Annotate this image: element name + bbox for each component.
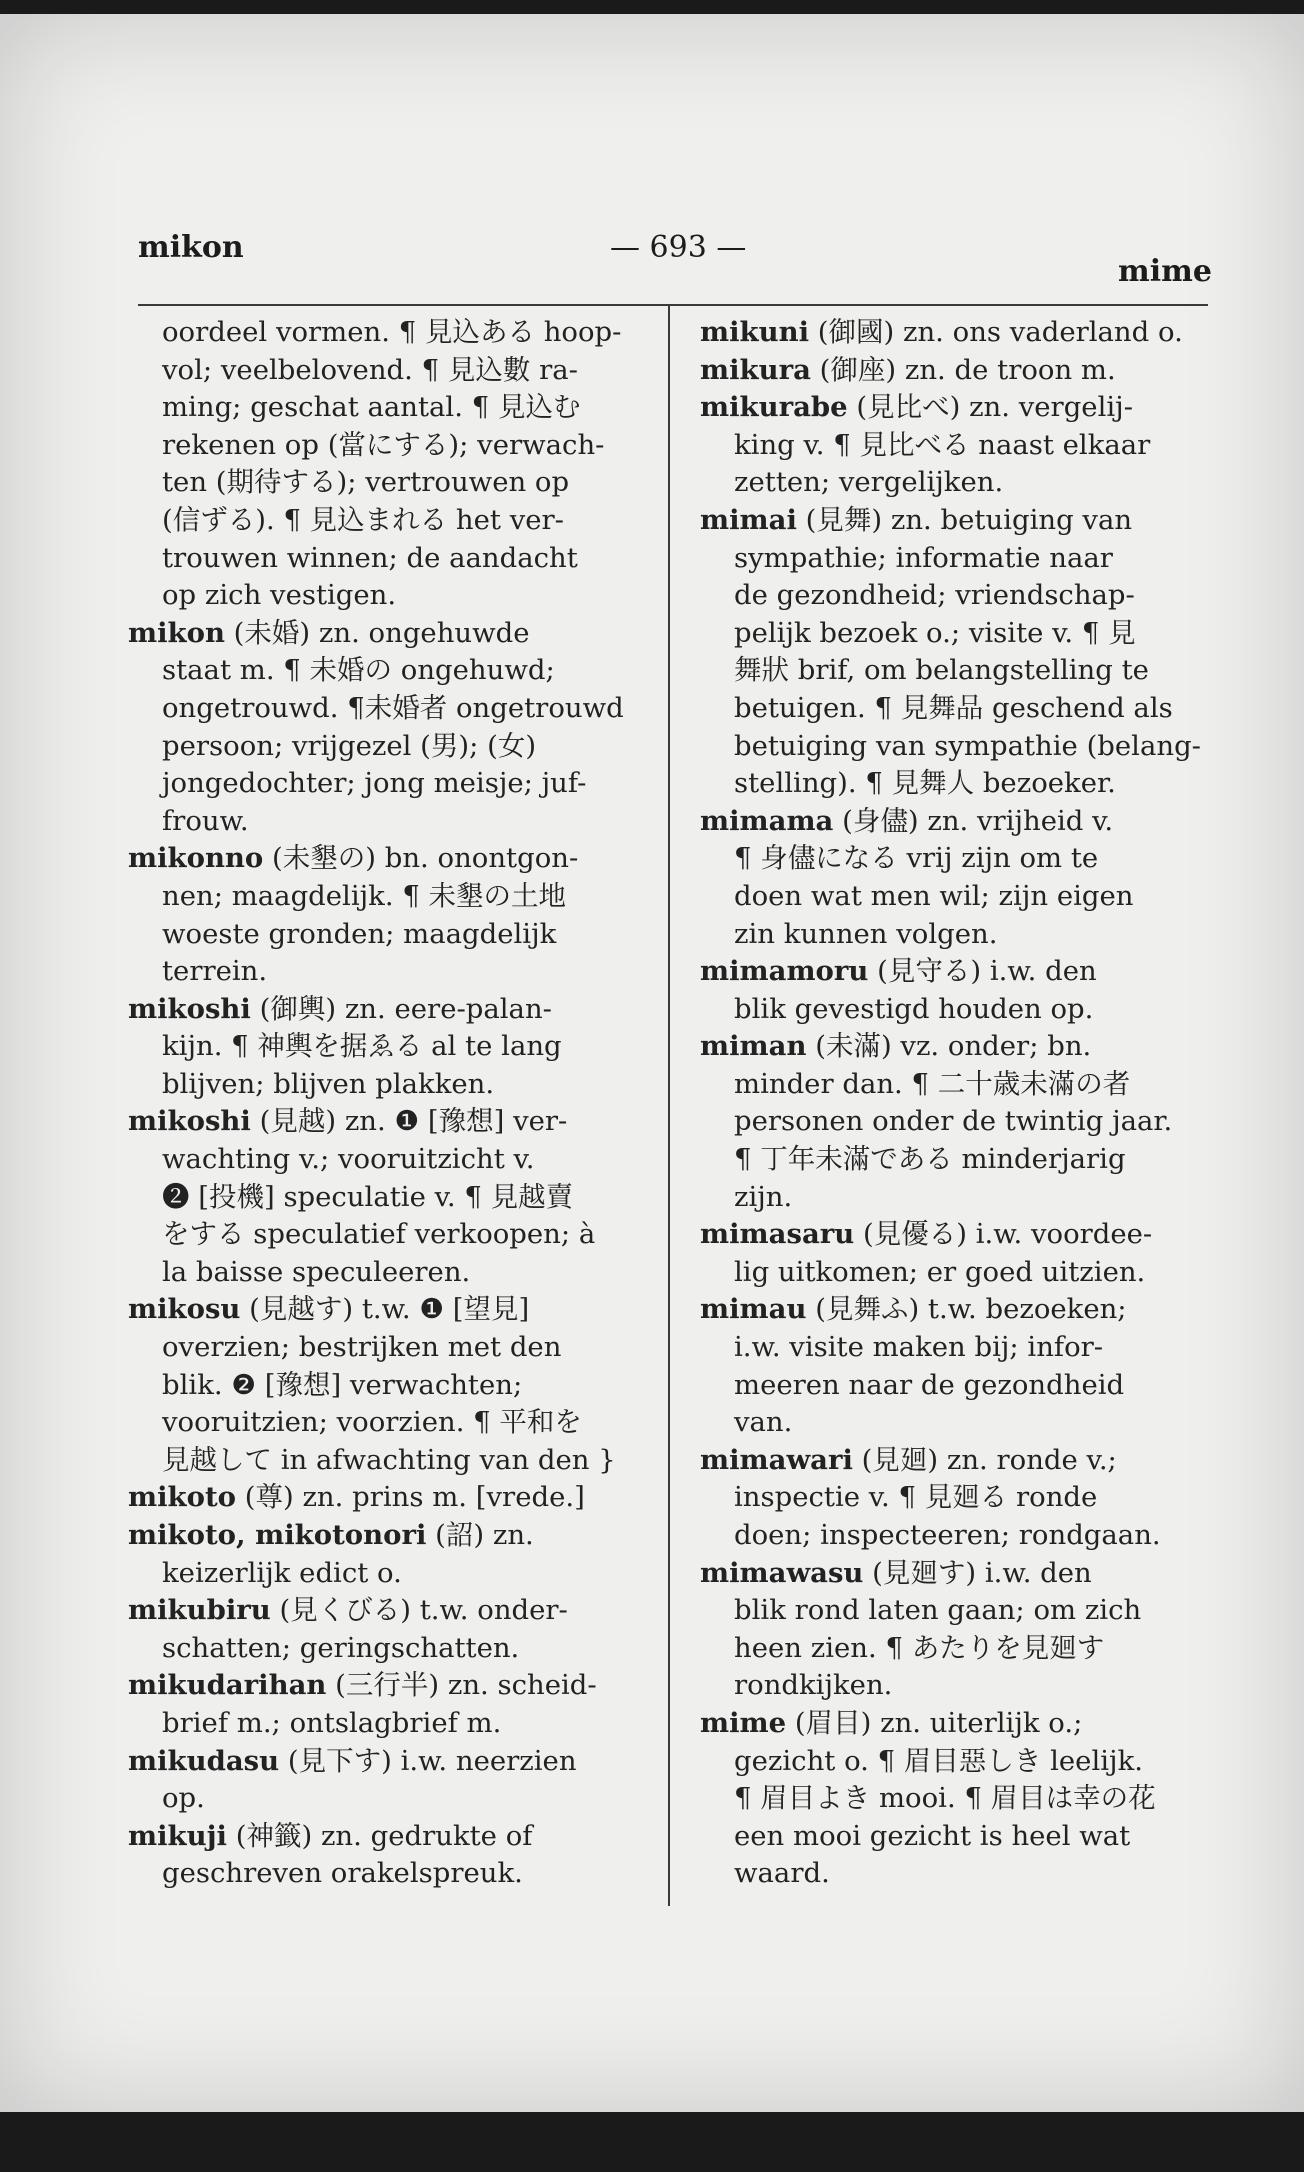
entry-text: (未滿) vz. onder; bn. [806,1030,1092,1063]
entry-text: meeren naar de gezondheid [734,1368,1125,1401]
headword: mikura [700,353,811,386]
entry-continuation-line [700,464,1220,502]
dictionary-entry-line [700,352,1220,390]
entry-continuation-line [128,916,652,954]
entry-continuation-line [700,577,1220,615]
entry-text: van. [734,1406,793,1439]
entry-continuation-line [700,728,1220,766]
dictionary-entry-line [128,1103,652,1141]
entry-text: (見越) zn. ❶ [豫想] ver- [250,1105,568,1138]
entry-text: (御輿) zn. eere-palan- [250,992,552,1025]
entry-text: de gezondheid; vriendschap- [734,579,1135,612]
headword: mime [700,1706,787,1739]
dictionary-entry-line [128,1592,652,1630]
right-column [700,314,1220,1893]
entry-text: brief m.; ontslagbrief m. [162,1706,502,1739]
entry-continuation-line [700,1367,1220,1405]
entry-text: la baisse speculeeren. [162,1255,471,1288]
entry-continuation-line [128,352,652,390]
entry-text: (御國) zn. ons vaderland o. [809,316,1183,348]
entry-continuation-line [128,1028,652,1066]
headword: mimawasu [700,1556,864,1589]
dictionary-entry-line [128,615,652,653]
entry-continuation-line [700,652,1220,690]
headword: mikon [128,616,225,649]
entry-text: (神籤) zn. gedrukte of [227,1819,533,1852]
entry-text: persoon; vrijgezel (男); (女) [162,729,537,762]
entry-text: lig uitkomen; er goed uitzien. [734,1255,1146,1288]
entry-continuation-line [128,1780,652,1818]
entry-continuation-line [128,765,652,803]
headword: mikoshi [128,992,251,1025]
entry-continuation-line [700,540,1220,578]
entry-text: schatten; geringschatten. [162,1631,520,1664]
entry-continuation-line [128,1367,652,1405]
entry-continuation-line [700,427,1220,465]
dictionary-entry-line [128,1743,652,1781]
entry-continuation-line [128,1705,652,1743]
entry-text: zetten; vergelijken. [734,466,1004,499]
entry-continuation-line [700,1592,1220,1630]
column-divider [668,306,670,1906]
header-rule [138,304,1208,306]
left-guide-word: mikon [138,230,244,265]
entry-continuation-line [700,1517,1220,1555]
entry-text: nen; maagdelijk. ¶ 未墾の土地 [162,879,567,912]
headword: mikudasu [128,1744,280,1777]
entry-text: blik gevestigd houden op. [734,992,1094,1025]
dictionary-entry-line [700,803,1220,841]
entry-continuation-line [128,1404,652,1442]
entry-continuation-line [128,1141,652,1179]
entry-text: op. [162,1782,205,1815]
entry-text: zin kunnen volgen. [734,917,998,950]
entry-text: minder dan. ¶ 二十歳未滿の者 [734,1067,1131,1100]
entry-text: wachting v.; vooruitzicht v. [162,1143,535,1176]
entry-text: (信ずる). ¶ 見込まれる het ver- [162,503,564,536]
left-column [128,314,652,1893]
entry-text: (詔) zn. [426,1519,534,1551]
entry-continuation-line [700,1404,1220,1442]
entry-text: betuiging van sympathie (belang- [734,729,1201,762]
entry-text: rekenen op (當にする); verwach- [162,428,605,461]
entry-continuation-line [128,1216,652,1254]
entry-text: blik rond laten gaan; om zich [734,1594,1142,1627]
entry-continuation-line [700,1818,1220,1856]
headword: mikudarihan [128,1669,327,1702]
headword: mimasaru [700,1218,855,1251]
entry-continuation-line [128,389,652,427]
entry-continuation-line [128,652,652,690]
entry-text: doen; inspecteeren; rondgaan. [734,1519,1161,1551]
entry-text: ¶ 眉目よき mooi. ¶ 眉目は幸の花 [734,1782,1156,1815]
entry-text: (見越す) t.w. ❶ [望見] [240,1293,530,1326]
entry-continuation-line [700,916,1220,954]
entry-continuation-line [128,577,652,615]
headword: mikoto, mikotonori [128,1519,427,1551]
entry-text: ming; geschat aantal. ¶ 見込む [162,391,581,424]
headword: mikonno [128,842,264,875]
entry-text: (尊) zn. prins m. [vrede.] [236,1481,585,1514]
entry-text: 見越して in afwachting van den } [162,1443,616,1476]
entry-text: (身儘) zn. vrijheid v. [833,804,1114,837]
entry-text: (三行半) zn. scheid- [326,1669,597,1702]
entry-continuation-line [700,1066,1220,1104]
entry-text: blik. ❷ [豫想] verwachten; [162,1368,523,1401]
entry-continuation-line [128,1555,652,1593]
entry-text: (見廻) zn. ronde v.; [852,1443,1117,1476]
entry-continuation-line [700,1780,1220,1818]
entry-continuation-line [700,1254,1220,1292]
entry-text: vol; veelbelovend. ¶ 見込數 ra- [162,353,578,386]
right-guide-word: mime [1118,254,1212,289]
entry-continuation-line [128,690,652,728]
entry-continuation-line [700,1179,1220,1217]
dictionary-entry-line [700,1216,1220,1254]
dictionary-entry-line [700,1028,1220,1066]
entry-text: (見廻す) i.w. den [863,1556,1092,1589]
entry-text: sympathie; informatie naar [734,541,1113,574]
entry-text: zijn. [734,1180,793,1213]
entry-text: ¶ 身儘になる vrij zijn om te [734,842,1099,875]
entry-text: terrein. [162,955,268,988]
entry-text: i.w. visite maken bij; infor- [734,1331,1104,1364]
entry-continuation-line [128,502,652,540]
headword: mikoshi [128,1105,251,1138]
entry-continuation-line [128,728,652,766]
entry-text: (見舞) zn. betuiging van [796,503,1133,536]
dictionary-entry-line [128,1667,652,1705]
entry-continuation-line [128,1179,652,1217]
entry-continuation-line [700,991,1220,1029]
headword: mikubiru [128,1594,271,1627]
entry-continuation-line [128,464,652,502]
dictionary-entry-line [700,1291,1220,1329]
entry-text: inspectie v. ¶ 見廻る ronde [734,1481,1098,1514]
entry-continuation-line [700,1329,1220,1367]
entry-continuation-line [128,878,652,916]
headword: mimama [700,804,834,837]
dictionary-entry-line [700,389,1220,427]
entry-text: (見舞ふ) t.w. bezoeken; [806,1293,1127,1326]
entry-text: vooruitzien; voorzien. ¶ 平和を [162,1406,582,1439]
entry-text: ongetrouwd. ¶未婚者 ongetrouwd [162,691,624,724]
entry-continuation-line [128,1442,652,1480]
entry-text: (見優る) i.w. voordee- [854,1218,1153,1251]
dictionary-entry-line [700,1442,1220,1480]
entry-text: 舞狀 brif, om belangstelling te [734,654,1149,687]
headword: miman [700,1030,807,1063]
entry-text: keizerlijk edict o. [162,1556,402,1589]
entry-continuation-line [700,1630,1220,1668]
dictionary-entry-line [128,1517,652,1555]
entry-text: een mooi gezicht is heel wat [734,1819,1131,1852]
entry-continuation-line [128,803,652,841]
dictionary-entry-line [128,1479,652,1517]
entry-text: ❷ [投機] speculatie v. ¶ 見越賣 [162,1180,574,1213]
entry-text: jongedochter; jong meisje; juf- [162,767,587,800]
entry-text: betuigen. ¶ 見舞品 geschend als [734,691,1173,724]
entry-continuation-line [128,1855,652,1893]
entry-continuation-line [128,314,652,352]
entry-text: heen zien. ¶ あたりを見廻す [734,1631,1105,1664]
headword: mimai [700,503,797,536]
entry-continuation-line [700,840,1220,878]
entry-continuation-line [128,953,652,991]
entry-continuation-line [700,1743,1220,1781]
entry-text: ten (期待する); vertrouwen op [162,466,570,499]
entry-continuation-line [128,1066,652,1104]
headword: mikosu [128,1293,241,1326]
headword: mimamoru [700,955,869,988]
entry-continuation-line [128,1254,652,1292]
dictionary-entry-line [128,840,652,878]
headword: mikuni [700,316,810,348]
headword: mimau [700,1293,807,1326]
entry-continuation-line [700,1667,1220,1705]
entry-continuation-line [700,1103,1220,1141]
entry-continuation-line [700,1479,1220,1517]
headword: mikurabe [700,391,848,424]
entry-continuation-line [128,427,652,465]
dictionary-entry-line [128,1818,652,1856]
entry-text: trouwen winnen; de aandacht [162,541,578,574]
entry-text: op zich vestigen. [162,579,397,612]
entry-text: woeste gronden; maagdelijk [162,917,557,950]
entry-text: (見比べ) zn. vergelij- [847,391,1133,424]
entry-text: king v. ¶ 見比べる naast elkaar [734,428,1151,461]
entry-continuation-line [128,1329,652,1367]
headword: mikoto [128,1481,236,1514]
entry-text: waard. [734,1857,830,1890]
entry-text: rondkijken. [734,1669,893,1702]
entry-continuation-line [700,1141,1220,1179]
dictionary-entry-line [700,1705,1220,1743]
dictionary-page [0,14,1304,2112]
entry-text: kijn. ¶ 神輿を据ゑる al te lang [162,1030,562,1063]
entry-text: oordeel vormen. ¶ 見込ある hoop- [162,316,622,348]
entry-text: gezicht o. ¶ 眉目惡しき leelijk. [734,1744,1143,1777]
entry-text: (見くびる) t.w. onder- [270,1594,568,1627]
entry-continuation-line [128,1630,652,1668]
entry-continuation-line [700,878,1220,916]
entry-text: overzien; bestrijken met den [162,1331,562,1364]
dictionary-entry-line [700,314,1220,352]
entry-text: (未墾の) bn. onontgon- [263,842,579,875]
dictionary-entry-line [700,502,1220,540]
entry-text: pelijk bezoek o.; visite v. ¶ 見 [734,616,1136,649]
entry-continuation-line [700,1855,1220,1893]
dictionary-entry-line [700,1555,1220,1593]
entry-text: stelling). ¶ 見舞人 bezoeker. [734,767,1116,800]
page-number: — 693 — [610,230,747,265]
entry-text: staat m. ¶ 未婚の ongehuwd; [162,654,555,687]
entry-text: blijven; blijven plakken. [162,1067,495,1100]
entry-text: doen wat men wil; zijn eigen [734,879,1134,912]
entry-text: frouw. [162,804,249,837]
entry-text: geschreven orakelspreuk. [162,1857,523,1890]
entry-text: personen onder de twintig jaar. [734,1105,1173,1138]
entry-continuation-line [128,540,652,578]
dictionary-entry-line [128,1291,652,1329]
entry-continuation-line [700,615,1220,653]
entry-continuation-line [700,765,1220,803]
entry-text: ¶ 丁年未滿である minderjarig [734,1143,1126,1176]
entry-text: (眉目) zn. uiterlijk o.; [786,1706,1083,1739]
dictionary-entry-line [700,953,1220,991]
entry-text: (見下す) i.w. neerzien [279,1744,577,1777]
headword: mimawari [700,1443,853,1476]
entry-continuation-line [700,690,1220,728]
entry-text: をする speculatief verkoopen; à [162,1218,596,1251]
dictionary-entry-line [128,991,652,1029]
headword: mikuji [128,1819,227,1852]
entry-text: (御座) zn. de troon m. [810,353,1116,386]
entry-text: (未婚) zn. ongehuwde [224,616,530,649]
entry-text: (見守る) i.w. den [868,955,1097,988]
